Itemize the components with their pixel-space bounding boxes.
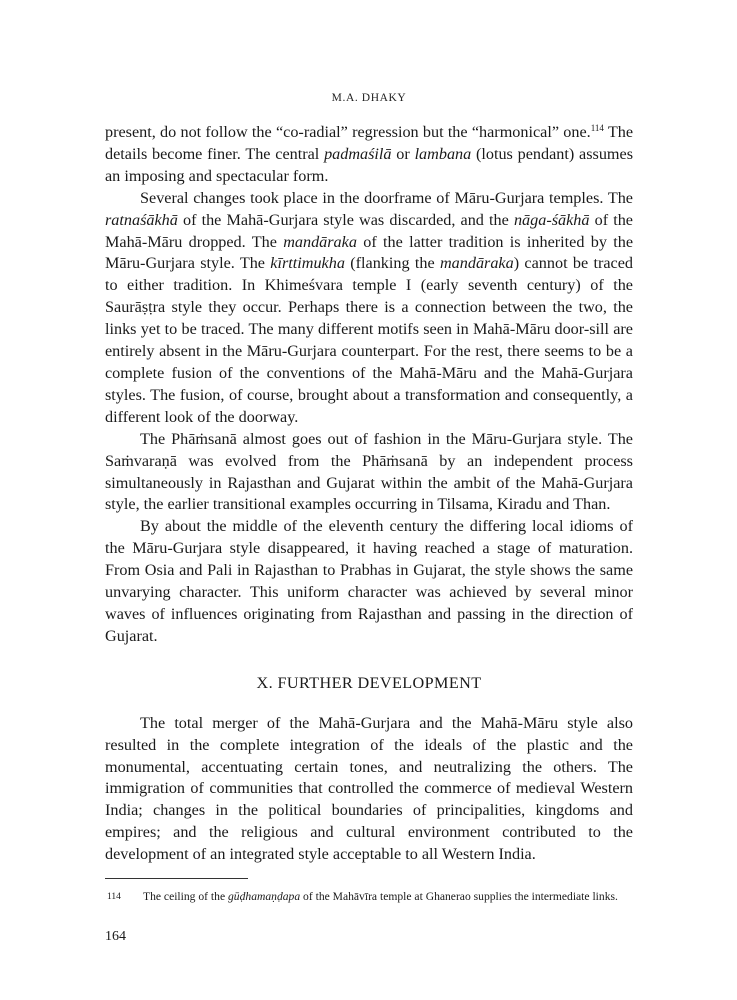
page-body [105,92,633,945]
text-run: present, do not follow the “co-radial” regression but the “harmonical” one. [105,123,591,141]
running-head: M.A. DHAKY [331,92,407,104]
text-run: (flanking the [344,254,440,273]
page-number: 164 [105,929,126,945]
text-run: Several changes took place in the doorframe of Māru-Gurjara temples. The [140,188,633,207]
italic-term: gūḍhamaṇḍapa [228,890,301,904]
italic-term: mandāraka [283,232,357,251]
text-run: of the Mahā-Gurjara style was discarded, and the [177,210,514,229]
italic-term: padmaśilā [324,144,392,163]
italic-term: nāga-śākhā [513,210,590,229]
text-run: of the Mahāvīra temple at Ghanerao supplies the intermediate links. [300,890,618,904]
footnote-number: 114 [107,892,121,903]
paragraph-3: The Phāṁsanā almost goes out of fashion in the Māru-Gurjara style. The Saṁvaraṇā was evolved from the Phāṁsanā by an independent process simultaneously in Rajasthan and Gujarat within the ambit of the Mahā-Gurjara style, the earlier transitional examples occurring in Tilsama, Kiradu and Than. [105,429,633,514]
text-run: or [391,144,415,163]
footnote-divider [105,878,248,879]
section-heading: X. FURTHER DEVELOPMENT [256,673,482,692]
paragraph-4: By about the middle of the eleventh century the differing local idioms of the Māru-Gurjara style disappeared, it having reached a stage of maturation. From Osia and Pali in Rajasthan to Prabhas in Gujarat, the style shows the same unvarying character. This uniform character was achieved by several minor waves of influences originating from Rajasthan and passing in the direction of Gujarat. [105,517,633,645]
text-run: of the Mahā-Māru dropped. The [105,210,633,251]
paragraph-1 [105,122,633,188]
text-run: The details become finer. The central [105,123,634,163]
text-run: (lotus pendant) assumes an imposing and spectacular form. [105,144,633,185]
text-run: ) cannot be traced to either tradition. In Khimeśvara temple I (early seventh century) of the Saurāṣṭra style they occur. Perhaps there is a connection between the two, the links yet to be traced. The many different motifs seen in Mahā-Māru door-sill are entirely absent in the Māru-Gurjara counterpart. For the rest, there seems to be a complete fusion of the conventions of the Mahā-Māru and the Mahā-Gurjara styles. The fusion, of course, brought about a transformation and consequently, a different look of the doorway. [105,254,633,426]
italic-term: mandāraka [439,254,514,273]
text-run: The ceiling of the [143,890,228,904]
footnote-text [143,889,633,905]
footnote-reference[interactable]: 114 [590,123,604,133]
footnote [105,889,633,905]
italic-term: kīrttimukha [270,254,345,273]
text-run: of the latter tradition is inherited by the Māru-Gurjara style. The [105,232,633,273]
italic-term: ratnaśākhā [105,210,178,229]
paragraph-2 [105,188,633,429]
paragraph-5: The total merger of the Mahā-Gurjara and the Mahā-Māru style also resulted in the complete integration of the ideals of the plastic and the monumental, accentuating certain tones, and neutralizing the others. The immigration of communities that controlled the commerce of medieval Western India; changes in the political boundaries of principalities, kingdoms and empires; and the religious and cultural environment contributed to the development of an integrated style acceptable to all Western India. [105,713,633,864]
italic-term: lambana [414,144,472,163]
